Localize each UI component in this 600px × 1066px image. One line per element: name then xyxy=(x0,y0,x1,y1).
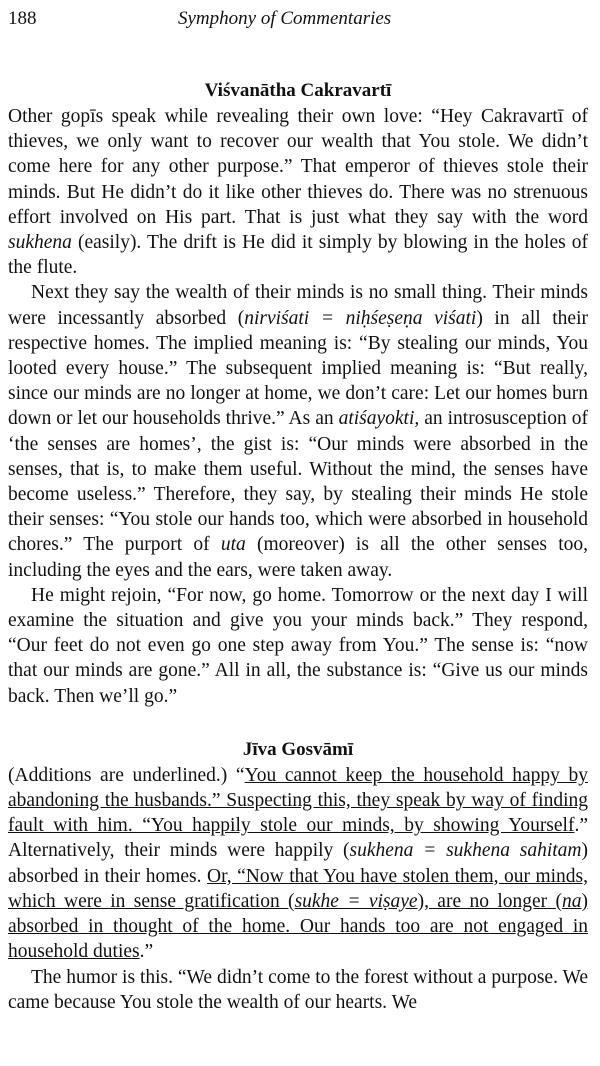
section-heading-jiva: Jīva Gosvāmī xyxy=(242,738,354,760)
underlined-addition: Or, “Now that You have stolen them, our minds, which were in sense gratification (sukhe = viṣaye), are no longer (na) absorbed in thought of the home. Our hands too are not engaged in household duties xyxy=(8,865,589,963)
paragraph: He might rejoin, “For now, go home. Tomorrow or the next day I will examine the situation and give you your minds back.” They respond, “Our feet do not even go one step away from You.” The sense is: “now that our minds are gone.” All in all, the substance is: “Give us our minds back. Then we’ll go.” xyxy=(8,584,588,707)
paragraph: (Additions are underlined.) “You cannot keep the household happy by abandoning the husbands.” Suspecting this, they speak by way of finding fault with him. “You happily stole our minds, by showing Yourself.” Alternatively, their minds were happily (sukhena = sukhena sahitam) absorbed in their homes. Or, “Now that You have stolen them, our minds, which were in sense gratification (sukhe = viṣaye), are no longer (na) absorbed in thought of the home. Our hands too are not engaged in household duties.” xyxy=(8,764,589,963)
paragraph: Next they say the wealth of their minds is no small thing. Their minds were incessantly absorbed (nirviśati = niḥśeṣeṇa viśati) in all their respective homes. The implied meaning is: “By stealing our minds, You looted every house.” The subsequent implied meaning is: “But really, since our minds are no longer at home, we don’t care: Let our homes burn down or let our households thrive.” As an atiśayokti, an introsusception of ‘the senses are homes’, the gist is: “Our minds were absorbed in the senses, that is, to make them useful. Without the mind, the senses have become useless.” Therefore, they say, by stealing their minds He stole their senses: “You stole our hands too, which were absorbed in household chores.” The purport of uta (moreover) is all the other senses too, including the eyes and the ears, were taken away. xyxy=(8,282,589,581)
book-page xyxy=(8,0,588,1015)
paragraph: Other gopīs speak while revealing their own love: “Hey Cakravartī of thieves, we only want to recover our wealth that You stole. We didn’t come here for any other purpose.” That emperor of thieves stole their minds. But He didn’t do it like other thieves do. There was no strenuous effort involved on His part. That is just what they say with the word sukhena (easily). The drift is He did it simply by blowing in the holes of the flute. xyxy=(8,106,588,279)
section-heading-visvanatha: Viśvanātha Cakravartī xyxy=(204,80,392,101)
running-title: Symphony of Commentaries xyxy=(178,8,392,29)
running-head xyxy=(8,0,588,40)
underlined-addition: You cannot keep the household happy by abandoning the husbands.” Suspecting this, they speak by way of finding fault with him. “You happily stole our minds, by showing Yourself xyxy=(8,764,589,837)
page-number: 188 xyxy=(8,8,37,29)
paragraph: The humor is this. “We didn’t come to the forest without a purpose. We came because You stole the wealth of our hearts. We xyxy=(8,966,588,1013)
